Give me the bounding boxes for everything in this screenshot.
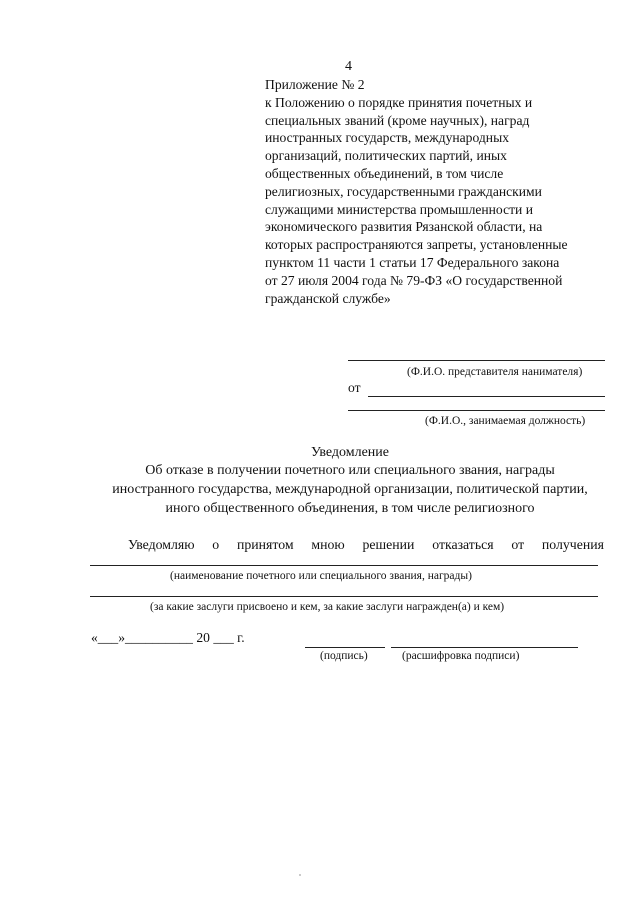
- merits-line[interactable]: [90, 596, 598, 597]
- signature-decoding-line[interactable]: [391, 647, 578, 648]
- employer-name-line[interactable]: [348, 360, 605, 361]
- annex-line: служащими министерства промышленности и: [265, 201, 533, 217]
- annex-line: общественных объединений, в том числе: [265, 165, 504, 181]
- merits-caption: (за какие заслуги присвоено и кем, за какие заслуги награжден(а) и кем): [150, 601, 505, 613]
- annex-line: иностранных государств, международных: [265, 130, 510, 146]
- position-line[interactable]: [348, 410, 605, 411]
- signature-line[interactable]: [305, 647, 385, 648]
- signature-decoding-caption: (расшифровка подписи): [402, 650, 520, 662]
- from-label: от: [348, 380, 361, 395]
- annex-line: пунктом 11 части 1 статьи 17 Федерального закона: [265, 254, 560, 270]
- from-name-line[interactable]: [368, 396, 605, 397]
- date-year-prefix: 20: [196, 630, 210, 645]
- annex-line: гражданской службе»: [265, 290, 391, 306]
- annex-line: религиозных, государственными гражданскими: [265, 183, 542, 199]
- annex-line: специальных званий (кроме научных), наград: [265, 112, 530, 128]
- date-year: ___: [213, 630, 234, 645]
- date-month: __________: [124, 630, 193, 645]
- annex-line: Приложение № 2: [265, 77, 365, 92]
- subtitle-line: иностранного государства, международной организации, политической партии,: [112, 482, 588, 497]
- annex-line: которых распространяются запреты, установленные: [265, 237, 568, 253]
- award-name-caption: (наименование почетного или специального звания, награды): [170, 570, 472, 582]
- annex-line: от 27 июля 2004 года № 79-ФЗ «О государственной: [265, 272, 563, 288]
- document-title: Уведомление: [310, 445, 389, 460]
- annex-line: к Положению о порядке принятия почетных и: [265, 94, 533, 110]
- annex-line: экономического развития Рязанской области, на: [265, 219, 543, 235]
- subtitle-line: Об отказе в получении почетного или специального звания, награды: [145, 463, 555, 478]
- annex-line: организаций, политических партий, иных: [265, 148, 507, 164]
- date-day: «___»: [91, 630, 125, 645]
- date-year-suffix: г.: [237, 630, 245, 645]
- position-caption: (Ф.И.О., занимаемая должность): [425, 415, 586, 427]
- award-name-line[interactable]: [90, 565, 598, 566]
- employer-caption: (Ф.И.О. представителя нанимателя): [407, 366, 583, 378]
- date-field[interactable]: [91, 630, 245, 646]
- notice-text: Уведомляю о принятом мною решении отказаться от получения: [128, 537, 604, 552]
- subtitle-line: иного общественного объединения, в том числе религиозного: [165, 501, 535, 516]
- page-number: 4: [345, 59, 352, 74]
- scan-speck: [299, 874, 301, 876]
- annex-header: [265, 76, 615, 307]
- signature-caption: (подпись): [320, 650, 368, 662]
